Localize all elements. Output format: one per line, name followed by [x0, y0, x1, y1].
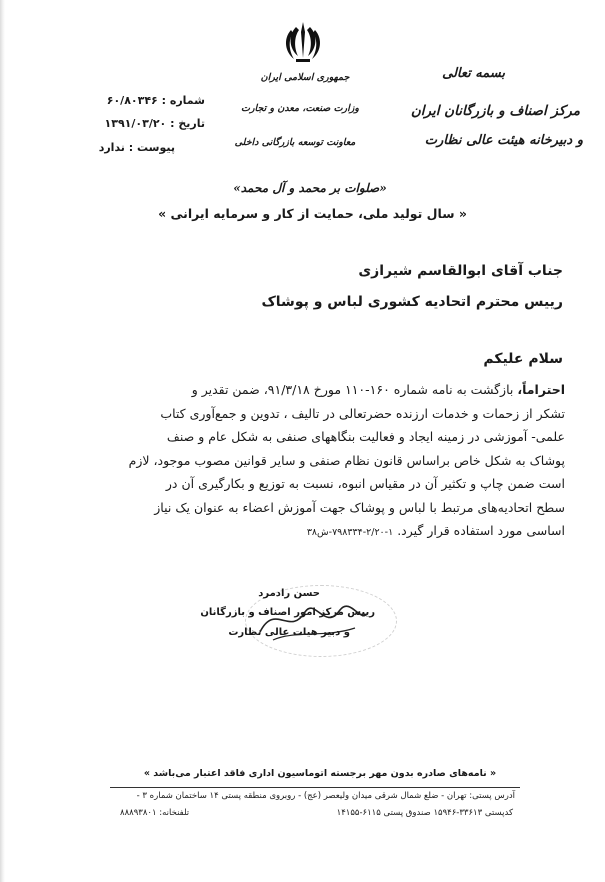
deputy-name: معاونت توسعه بازرگانی داخلی	[234, 137, 356, 148]
salawat-line: «صلوات بر محمد و آل محمد»	[233, 181, 387, 195]
postal-address: آدرس پستی: تهران - ضلع شمال شرقی میدان ولیعصر (عج) - روبروی منطقه پستی ۱۴ ساختمان شماره ۳ -	[136, 791, 515, 801]
body-line-7-text: اساسی مورد استفاده قرار گیرد.	[397, 523, 565, 538]
bismillah: بسمه تعالی	[442, 66, 505, 81]
letter-date-row	[105, 117, 205, 130]
number-value: ۶۰/۸۰۳۴۶	[106, 94, 158, 107]
ministry-name: وزارت صنعت، معدن و تجارت	[241, 103, 359, 114]
signatory-title-2: و دبیر هیات عالی نظارت	[228, 627, 350, 638]
scan-edge	[0, 0, 5, 882]
body-line-6: سطح اتحادیه‌های مرتبط با لباس و پوشاک جهت آموزش اعضاء به عنوان یک نیاز	[154, 499, 565, 515]
letter-body	[43, 378, 565, 545]
date-label: تاریخ :	[170, 117, 205, 130]
switchboard-phone: تلفنخانه: ۸۸۸۹۳۸۰۱	[120, 808, 190, 818]
body-line-7	[43, 519, 565, 545]
body-line-1-text: بازگشت به نامه شماره ۱۶۰-۱۱۰ مورخ ۹۱/۳/۱۸، ضمن تقدیر و	[191, 382, 518, 397]
letter-attachment-row	[99, 141, 175, 154]
org-name-line2: و دبیرخانه هیئت عالی نظارت	[424, 133, 583, 148]
year-slogan: « سال تولید ملی، حمایت از کار و سرمایه ایرانی »	[158, 206, 467, 221]
signatory-title-1: رییس مرکز امور اصناف و بازرگانان	[200, 607, 375, 618]
body-line-3: علمی- آموزشی در زمینه ایجاد و فعالیت بنگاههای صنفی به شکل عام و صنف	[166, 429, 565, 444]
body-line-2: تشکر از زحمات و خدمات ارزنده حضرتعالی در تالیف ، تدوین و جمع‌آوری کتاب	[160, 405, 565, 421]
addressee-title: رییس محترم اتحادیه کشوری لباس و پوشاک	[261, 294, 563, 310]
number-label: شماره :	[161, 94, 205, 107]
attachment-label: پیوست :	[128, 141, 175, 154]
body-line-4: پوشاک به شکل خاص براساس قانون نظام صنفی و سایر قوانین مصوب موجود، لازم	[128, 452, 565, 468]
greeting: سلام علیکم	[483, 351, 563, 367]
validity-notice: « نامه‌های صادره بدون مهر برجسته اتوماسیون اداری فاقد اعتبار می‌باشد »	[143, 768, 497, 779]
footer-rule	[110, 787, 520, 788]
iran-emblem-icon	[283, 18, 323, 66]
attachment-value: ندارد	[98, 141, 125, 154]
postal-code: کدپستی ۳۳۶۱۳-۱۵۹۴۶ صندوق پستی ۶۱۱۵-۱۴۱۵۵	[336, 808, 513, 818]
signatory-name: حسن رادمرد	[258, 588, 320, 599]
country-name: جمهوری اسلامی ایران	[260, 72, 350, 83]
body-line-5: است ضمن چاپ و تکثیر آن در مقیاس انبوه، نسبت به توزیع و بکارگیری آن در	[165, 476, 565, 491]
body-line-1	[43, 378, 565, 402]
addressee-name: جناب آقای ابوالقاسم شیرازی	[358, 263, 563, 279]
handwritten-signature	[255, 592, 370, 647]
date-value: ۱۳۹۱/۰۳/۲۰	[104, 117, 167, 130]
org-name-line1: مرکز اصناف و بازرگانان ایران	[410, 103, 580, 119]
body-lead: احتراماً،	[517, 382, 565, 397]
reference-code: ۱-۲/۲۰-۷۹۸۳۳۴-ش۳۸	[306, 527, 394, 538]
letter-number-row	[107, 94, 205, 107]
